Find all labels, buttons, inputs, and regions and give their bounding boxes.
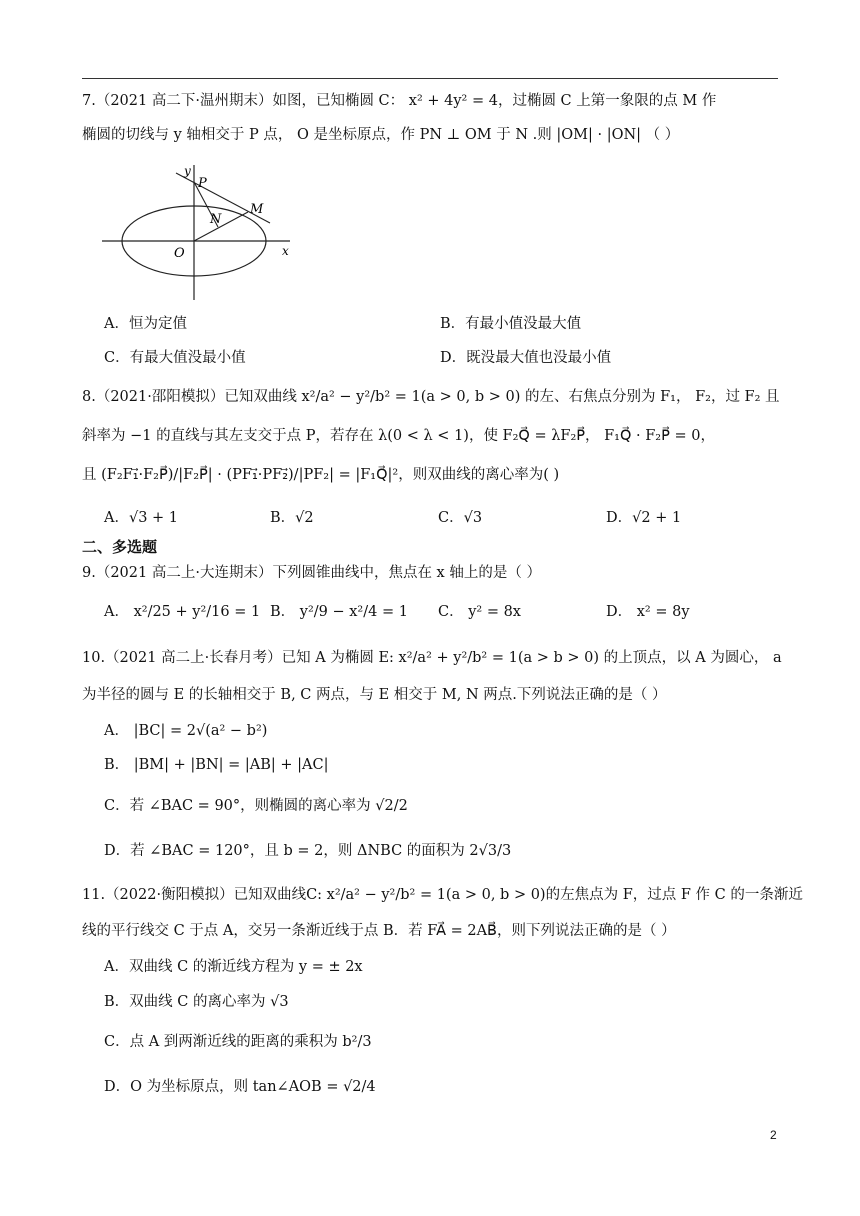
q9-option-b: B． y²/9 − x²/4 = 1 <box>270 604 408 620</box>
q11-option-c: C．点 A 到两渐近线的距离的乘积为 b²/3 <box>104 1034 372 1050</box>
q9-option-a: A． x²/25 + y²/16 = 1 <box>104 604 261 620</box>
q11-option-a: A．双曲线 C 的渐近线方程为 y = ± 2x <box>104 959 363 975</box>
page-number: 2 <box>770 1128 777 1142</box>
q7-option-b: B．有最小值没最大值 <box>440 316 582 332</box>
q8-option-c: C．√3 <box>438 510 483 526</box>
q8-option-a: A．√3 + 1 <box>104 510 179 526</box>
label-y: y <box>184 164 191 178</box>
q10-option-c: C．若 ∠BAC = 90°，则椭圆的离心率为 √2/2 <box>104 798 408 814</box>
q10-option-d: D．若 ∠BAC = 120°，且 b = 2，则 ΔNBC 的面积为 2√3/3 <box>104 843 512 859</box>
q7-option-a: A．恒为定值 <box>104 316 187 332</box>
q10-option-b: B． |BM| + |BN| = |AB| + |AC| <box>104 757 329 773</box>
q8-line1: 8.（2021·邵阳模拟）已知双曲线 x²/a² − y²/b² = 1(a > 0, b > 0) 的左、右焦点分别为 F₁， F₂，过 F₂ 且 <box>82 389 780 405</box>
q7-line1: 7.（2021 高二下·温州期末）如图，已知椭圆 C： x² + 4y² = 4，过椭圆 C 上第一象限的点 M 作 <box>82 93 717 109</box>
ellipse-figure <box>100 155 300 305</box>
q10-line2: 为半径的圆与 E 的长轴相交于 B, C 两点，与 E 相交于 M, N 两点.下列说法正确的是（ ） <box>82 687 667 703</box>
label-O: O <box>174 246 185 261</box>
q7-option-c: C．有最大值没最小值 <box>104 350 246 366</box>
q11-option-b: B．双曲线 C 的离心率为 √3 <box>104 994 289 1010</box>
q10-option-a: A． |BC| = 2√(a² − b²) <box>104 723 268 739</box>
label-P: P <box>198 176 207 191</box>
q11-option-d: D．O 为坐标原点，则 tan∠AOB = √2/4 <box>104 1079 376 1095</box>
q8-option-b: B．√2 <box>270 510 314 526</box>
q9-line1: 9.（2021 高二上·大连期末）下列圆锥曲线中，焦点在 x 轴上的是（ ） <box>82 565 541 581</box>
q11-line1: 11.（2022·衡阳模拟）已知双曲线C: x²/a² − y²/b² = 1(a > 0, b > 0)的左焦点为 F，过点 F 作 C 的一条渐近 <box>82 887 803 903</box>
q8-line2: 斜率为 −1 的直线与其左支交于点 P，若存在 λ(0 < λ < 1)，使 F₂Q⃗ = λF₂P⃗， F₁Q⃗ · F₂P⃗ = 0， <box>82 428 715 444</box>
label-M: M <box>250 202 264 217</box>
label-N: N <box>210 212 222 227</box>
label-x: x <box>282 244 289 258</box>
q8-option-d: D．√2 + 1 <box>606 510 682 526</box>
q7-option-d: D．既没最大值也没最小值 <box>440 350 612 366</box>
q10-line1: 10.（2021 高二上·长春月考）已知 A 为椭圆 E: x²/a² + y²/b² = 1(a > b > 0) 的上顶点，以 A 为圆心， a <box>82 650 782 666</box>
q11-line2: 线的平行线交 C 于点 A，交另一条渐近线于点 B．若 FA⃗ = 2AB⃗，则下列说法正确的是（ ） <box>82 923 676 939</box>
q9-option-d: D． x² = 8y <box>606 604 690 620</box>
q8-line3: 且 (F₂F₁⃗·F₂P⃗)/|F₂P⃗| · (PF₁⃗·PF₂⃗)/|PF₂| = |F₁Q⃗|²，则双曲线的离心率为( ) <box>82 467 560 483</box>
header-rule <box>82 78 778 79</box>
section-heading: 二、多选题 <box>82 538 158 556</box>
q7-line2: 椭圆的切线与 y 轴相交于 P 点， O 是坐标原点，作 PN ⊥ OM 于 N .则 |OM| · |ON| （ ） <box>82 127 680 143</box>
q9-option-c: C． y² = 8x <box>438 604 521 620</box>
